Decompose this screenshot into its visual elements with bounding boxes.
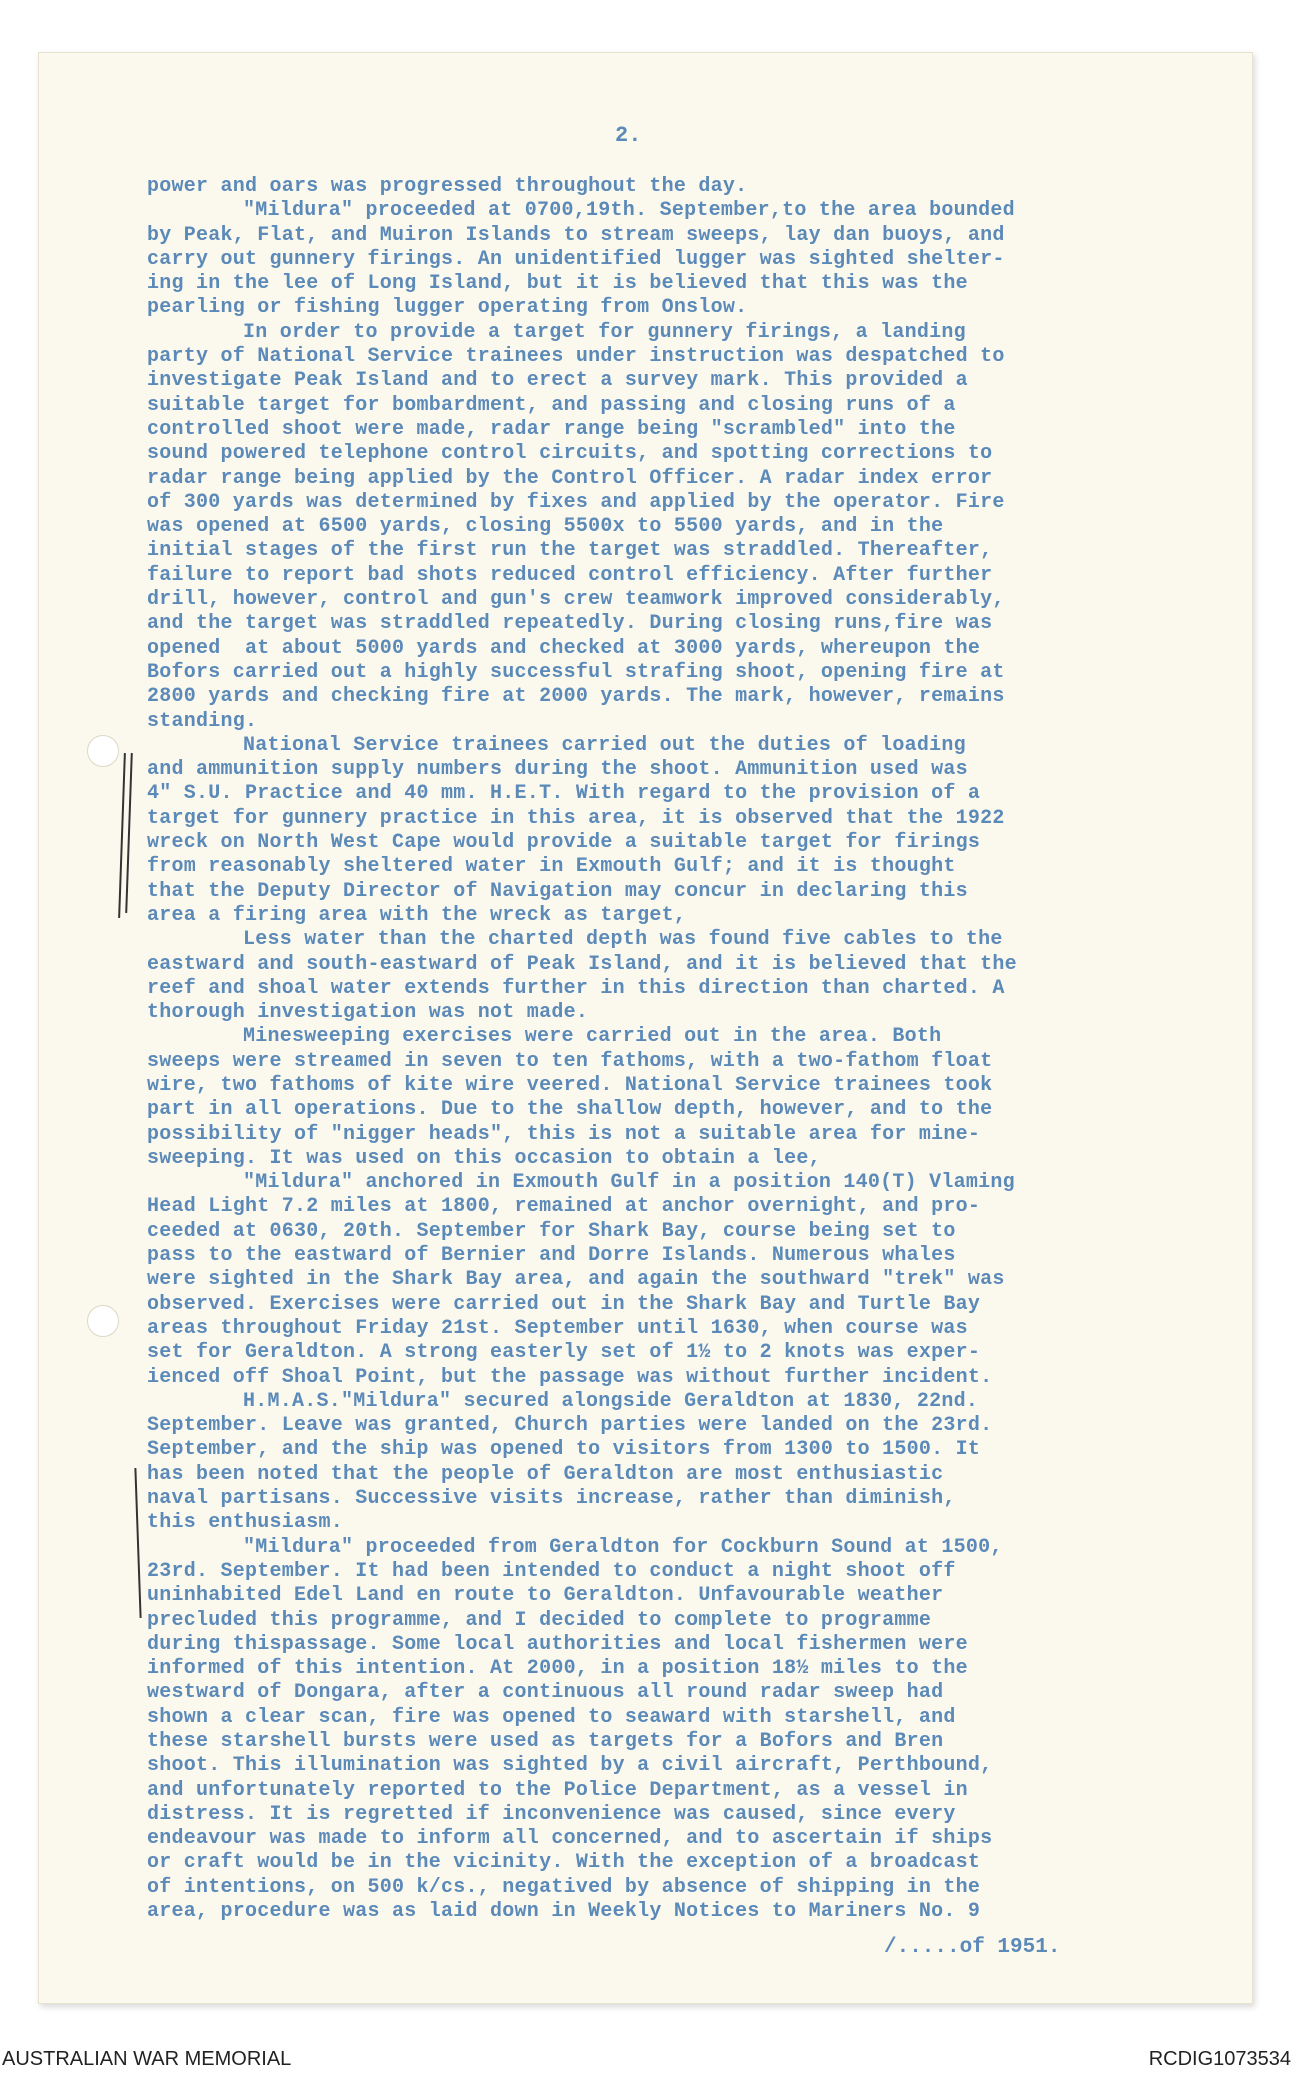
- text-line: shoot. This illumination was sighted by a civil aircraft, Perthbound,: [147, 1754, 993, 1778]
- text-line: "Mildura" proceeded at 0700,19th. September,to the area bounded: [243, 199, 1015, 223]
- text-line: this enthusiasm.: [147, 1511, 344, 1535]
- text-line: were sighted in the Shark Bay area, and again the southward "trek" was: [147, 1268, 1005, 1292]
- text-line: In order to provide a target for gunnery firings, a landing: [243, 320, 966, 344]
- text-line: carry out gunnery firings. An unidentified lugger was sighted shelter-: [147, 247, 1005, 271]
- text-line: wreck on North West Cape would provide a suitable target for firings: [147, 831, 981, 855]
- text-line: set for Geraldton. A strong easterly set of 1½ to 2 knots was exper-: [147, 1341, 981, 1365]
- text-line: area a firing area with the wreck as target,: [147, 903, 687, 927]
- document-page: [38, 52, 1253, 2004]
- text-line: standing.: [147, 709, 258, 733]
- text-line: Less water than the charted depth was found five cables to the: [243, 928, 1003, 952]
- text-line: target for gunnery practice in this area, it is observed that the 1922: [147, 806, 1005, 830]
- text-line: sound powered telephone control circuits, and spotting corrections to: [147, 442, 993, 466]
- text-line: opened at about 5000 yards and checked at 3000 yards, whereupon the: [147, 636, 981, 660]
- text-line: naval partisans. Successive visits increase, rather than diminish,: [147, 1487, 956, 1511]
- text-line: was opened at 6500 yards, closing 5500x to 5500 yards, and in the: [147, 515, 944, 539]
- text-line: ienced off Shoal Point, but the passage was without further incident.: [147, 1365, 993, 1389]
- archive-footer: [0, 2048, 1299, 2074]
- text-line: has been noted that the people of Geraldton are most enthusiastic: [147, 1462, 944, 1486]
- text-line: controlled shoot were made, radar range being "scrambled" into the: [147, 417, 956, 441]
- text-line: uninhabited Edel Land en route to Geraldton. Unfavourable weather: [147, 1584, 944, 1608]
- archive-name: AUSTRALIAN WAR MEMORIAL: [2, 2048, 292, 2070]
- text-line: 23rd. September. It had been intended to conduct a night shoot off: [147, 1559, 956, 1583]
- text-line: power and oars was progressed throughout the day.: [147, 175, 748, 198]
- archive-id: RCDIG1073534: [1148, 2048, 1291, 2070]
- text-line: area, procedure was as laid down in Weekly Notices to Mariners No. 9: [147, 1900, 981, 1924]
- text-line: shown a clear scan, fire was opened to seaward with starshell, and: [147, 1705, 956, 1729]
- text-line: initial stages of the first run the target was straddled. Thereafter,: [147, 539, 993, 563]
- typed-text-area: [39, 53, 1252, 2003]
- text-line: sweeping. It was used on this occasion to obtain a lee,: [147, 1146, 821, 1170]
- text-line: areas throughout Friday 21st. September until 1630, when course was: [147, 1316, 968, 1340]
- body-text: [147, 175, 1237, 1924]
- text-line: ceeded at 0630, 20th. September for Shark Bay, course being set to: [147, 1219, 956, 1243]
- text-line: investigate Peak Island and to erect a survey mark. This provided a: [147, 369, 968, 393]
- text-line: observed. Exercises were carried out in the Shark Bay and Turtle Bay: [147, 1292, 981, 1316]
- text-line: Head Light 7.2 miles at 1800, remained at anchor overnight, and pro-: [147, 1195, 981, 1219]
- text-line: H.M.A.S."Mildura" secured alongside Geraldton at 1830, 22nd.: [243, 1389, 979, 1413]
- text-line: radar range being applied by the Control Officer. A radar index error: [147, 466, 993, 490]
- text-line: of intentions, on 500 k/cs., negatived by absence of shipping in the: [147, 1875, 981, 1899]
- text-line: endeavour was made to inform all concerned, and to ascertain if ships: [147, 1827, 993, 1851]
- text-line: 2800 yards and checking fire at 2000 yards. The mark, however, remains: [147, 685, 1005, 709]
- text-line: during thispassage. Some local authorities and local fishermen were: [147, 1632, 968, 1656]
- text-line: sweeps were streamed in seven to ten fathoms, with a two-fathom float: [147, 1049, 993, 1073]
- text-line: precluded this programme, and I decided to complete to programme: [147, 1608, 932, 1632]
- text-line: of 300 yards was determined by fixes and applied by the operator. Fire: [147, 490, 1005, 514]
- text-line: thorough investigation was not made.: [147, 1001, 589, 1025]
- page-number: 2.: [615, 123, 642, 148]
- text-line: suitable target for bombardment, and passing and closing runs of a: [147, 393, 956, 417]
- text-line: ing in the lee of Long Island, but it is believed that this was the: [147, 272, 968, 296]
- text-line: eastward and south-eastward of Peak Island, and it is believed that the: [147, 952, 1017, 976]
- text-line: and unfortunately reported to the Police Department, as a vessel in: [147, 1778, 968, 1802]
- text-line: "Mildura" proceeded from Geraldton for Cockburn Sound at 1500,: [243, 1535, 1003, 1559]
- text-line: informed of this intention. At 2000, in a position 18½ miles to the: [147, 1657, 968, 1681]
- text-line: September, and the ship was opened to visitors from 1300 to 1500. It: [147, 1438, 981, 1462]
- text-line: National Service trainees carried out the duties of loading: [243, 733, 966, 757]
- text-line: from reasonably sheltered water in Exmouth Gulf; and it is thought: [147, 855, 956, 879]
- text-line: drill, however, control and gun's crew teamwork improved considerably,: [147, 588, 1005, 612]
- text-line: and ammunition supply numbers during the shoot. Ammunition used was: [147, 758, 968, 782]
- text-line: reef and shoal water extends further in this direction than charted. A: [147, 976, 1005, 1000]
- text-line: 4" S.U. Practice and 40 mm. H.E.T. With regard to the provision of a: [147, 782, 981, 806]
- text-line: or craft would be in the vicinity. With the exception of a broadcast: [147, 1851, 981, 1875]
- text-line: possibility of "nigger heads", this is not a suitable area for mine-: [147, 1122, 981, 1146]
- text-line: Minesweeping exercises were carried out in the area. Both: [243, 1025, 942, 1049]
- text-line: by Peak, Flat, and Muiron Islands to stream sweeps, lay dan buoys, and: [147, 223, 1005, 247]
- text-line: failure to report bad shots reduced control efficiency. After further: [147, 563, 993, 587]
- text-line: "Mildura" anchored in Exmouth Gulf in a position 140(T) Vlaming: [243, 1171, 1015, 1195]
- text-line: Bofors carried out a highly successful strafing shoot, opening fire at: [147, 660, 1005, 684]
- text-line: distress. It is regretted if inconvenience was caused, since every: [147, 1802, 956, 1826]
- text-line: and the target was straddled repeatedly. During closing runs,fire was: [147, 612, 993, 636]
- text-line: westward of Dongara, after a continuous all round radar sweep had: [147, 1681, 944, 1705]
- text-line: wire, two fathoms of kite wire veered. National Service trainees took: [147, 1073, 993, 1097]
- text-line: part in all operations. Due to the shallow depth, however, and to the: [147, 1098, 993, 1122]
- text-line: pass to the eastward of Bernier and Dorre Islands. Numerous whales: [147, 1244, 956, 1268]
- text-line: pearling or fishing lugger operating from Onslow.: [147, 296, 748, 320]
- text-line: these starshell bursts were used as targets for a Bofors and Bren: [147, 1730, 944, 1753]
- continuation-note: /.....of 1951.: [884, 1936, 1061, 1959]
- text-line: that the Deputy Director of Navigation may concur in declaring this: [147, 879, 968, 903]
- text-line: September. Leave was granted, Church parties were landed on the 23rd.: [147, 1414, 993, 1438]
- text-line: party of National Service trainees under instruction was despatched to: [147, 345, 1005, 369]
